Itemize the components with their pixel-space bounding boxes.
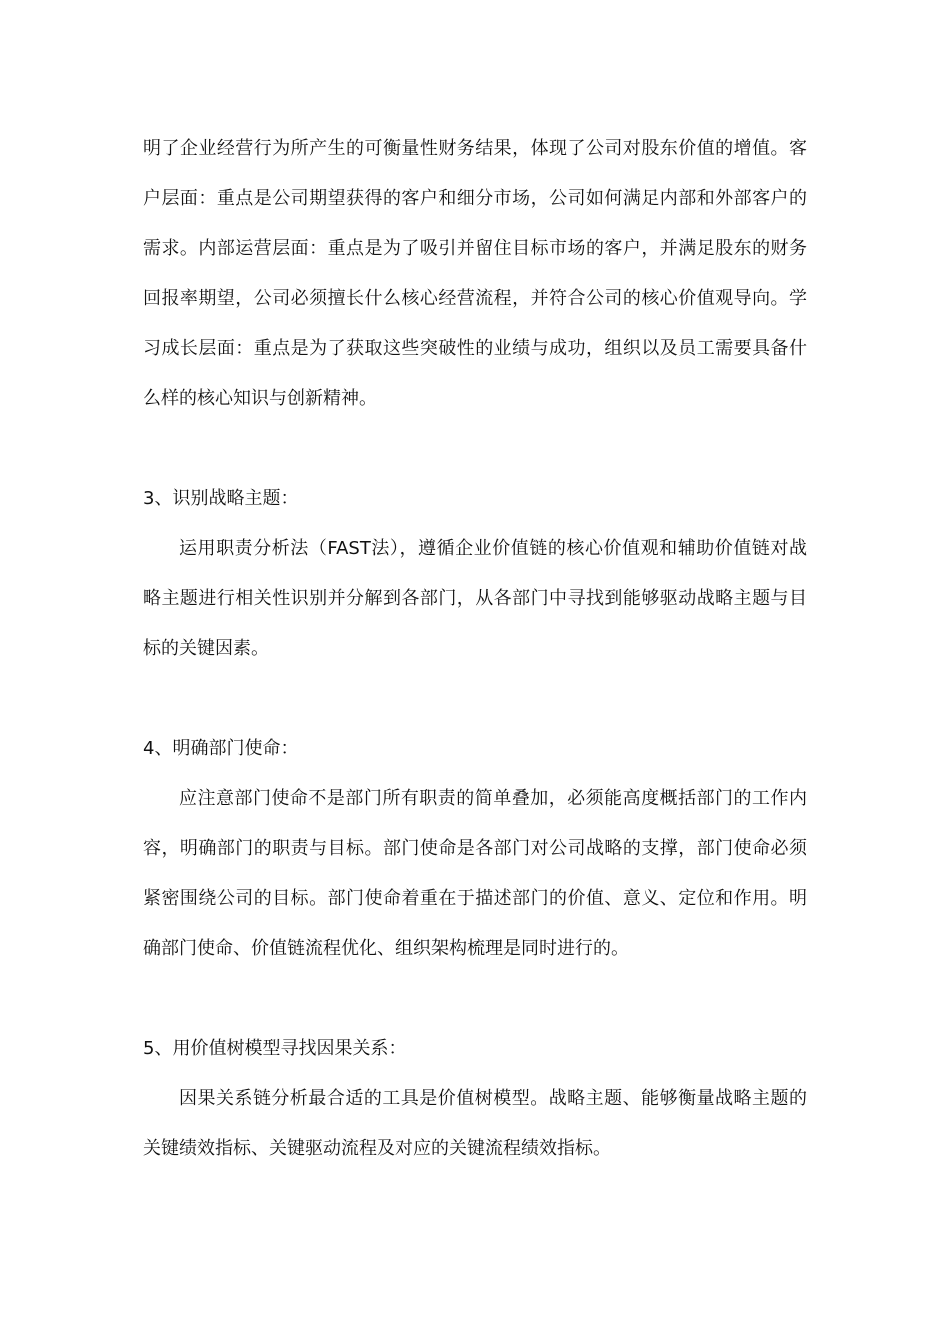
section-body-3: 运用职责分析法（FAST法），遵循企业价值链的核心价值观和辅助价值链对战略主题进行相关性识别并分解到各部门，从各部门中寻找到能够驱动战略主题与目标的关键因素。 bbox=[143, 538, 807, 659]
section-heading-5: 5、用价值树模型寻找因果关系： bbox=[143, 1038, 407, 1059]
intro-paragraph: 明了企业经营行为所产生的可衡量性财务结果，体现了公司对股东价值的增值。客户层面：重点是公司期望获得的客户和细分市场，公司如何满足内部和外部客户的需求。内部运营层面：重点是为了吸引并留住目标市场的客户，并满足股东的财务回报率期望，公司必须擅长什么核心经营流程，并符合公司的核心价值观导向。学习成长层面：重点是为了获取这些突破性的业绩与成功，组织以及员工需要具备什么样的核心知识与创新精神。 bbox=[143, 138, 807, 409]
section-body-4: 应注意部门使命不是部门所有职责的简单叠加，必须能高度概括部门的工作内容，明确部门的职责与目标。部门使命是各部门对公司战略的支撑，部门使命必须紧密围绕公司的目标。部门使命着重在于描述部门的价值、意义、定位和作用。明确部门使命、价值链流程优化、组织架构梳理是同时进行的。 bbox=[143, 788, 807, 959]
section-body-5: 因果关系链分析最合适的工具是价值树模型。战略主题、能够衡量战略主题的关键绩效指标、关键驱动流程及对应的关键流程绩效指标。 bbox=[143, 1088, 807, 1159]
document-body bbox=[143, 124, 807, 1174]
section-heading-3: 3、识别战略主题： bbox=[143, 488, 299, 509]
section-heading-4: 4、明确部门使命： bbox=[143, 738, 299, 759]
